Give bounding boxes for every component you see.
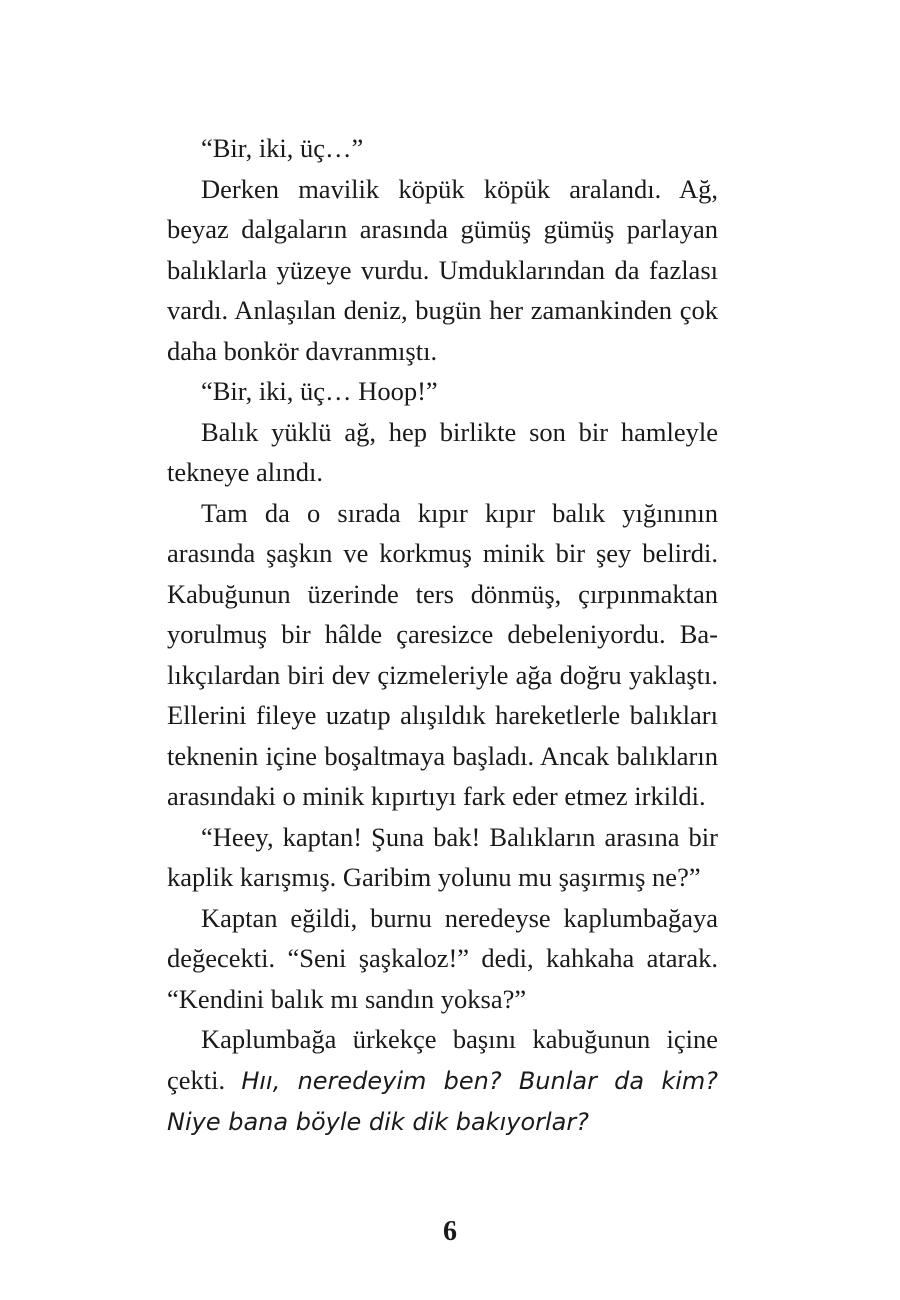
final-paragraph-text: Kaplumbağa ürkekçe başını kabuğunun içine çekti. <box>167 1024 718 1095</box>
paragraph: Kaptan eğildi, burnu neredeyse kaplumbağaya değecekti. “Seni şaşkaloz!” dedi, kahkaha atarak. “Kendini balık mı sandın yoksa?” <box>167 902 718 1014</box>
final-paragraph <box>167 1019 718 1143</box>
paragraph: “Heey, kaptan! Şuna bak! Balıkların arasına bir kaplik karışmış. Garibim yolunu mu şaşırmış ne?” <box>167 821 718 892</box>
paragraph: Tam da o sırada kıpır kıpır balık yığınının arasında şaşkın ve korkmuş minik bir şey belirdi. Kabuğunun üzerinde ters dönmüş, çırpınmaktan yorulmuş bir hâlde çaresizce debeleniyordu. Balıkçılardan biri dev çizmeleriyle ağa doğru yaklaştı. Ellerini fileye uzatıp alışıldık hareketlerle balıkları teknenin içine boşaltmaya başladı. Ancak balıkların arasındaki o minik kıpırtıyı fark eder etmez irkildi. <box>167 497 718 811</box>
italic-thought: Hıı, neredeyim ben? Bunlar da kim? Niye bana böyle dik dik bakıyorlar? <box>167 1066 719 1136</box>
paragraph: Balık yüklü ağ, hep birlikte son bir hamleyle tekneye alındı. <box>167 416 718 487</box>
page-number: 6 <box>443 1216 457 1247</box>
paragraph: Derken mavilik köpük köpük aralandı. Ağ, beyaz dalgaların arasında gümüş gümüş parlayan balıklarla yüzeye vurdu. Umduklarından da fazlası vardı. Anlaşılan deniz, bugün her zamankinden çok daha bonkör davranmıştı. <box>167 173 718 366</box>
paragraph: “Bir, iki, üç… Hoop!” <box>201 376 438 406</box>
book-page-text <box>167 128 718 1143</box>
paragraph: “Bir, iki, üç…” <box>201 133 364 163</box>
